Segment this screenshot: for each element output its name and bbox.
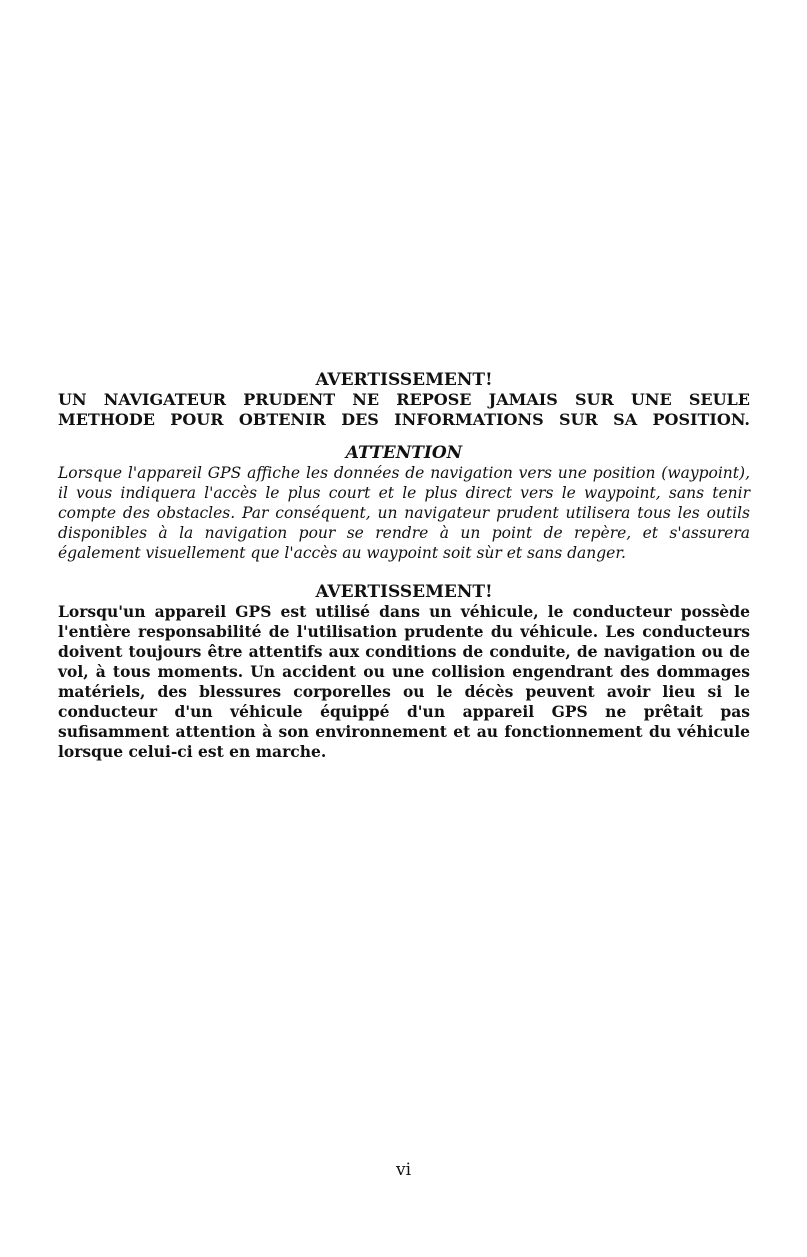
document-content <box>58 370 750 762</box>
attention-paragraph: Lorsque l'appareil GPS affiche les données de navigation vers une position (waypoint), il vous indiquera l'accès le plus court et le plus direct vers le waypoint, sans tenir compte des obstacles. Par conséquent, un navigateur prudent utilisera tous les outils disponibles à la navigation pour se rendre à un point de repère, et s'assurera également visuellement que l'accès au waypoint soit sùr et sans danger. <box>58 464 750 562</box>
warning-title-1: AVERTISSEMENT! <box>315 370 493 390</box>
page-number: vi <box>395 1160 412 1180</box>
warning-caps-line-1: UN NAVIGATEUR PRUDENT NE REPOSE JAMAIS SUR UNE SEULE <box>58 390 750 409</box>
warning-caps-text <box>58 390 750 430</box>
warning-title-2: AVERTISSEMENT! <box>315 582 493 602</box>
warning-caps-line-2: METHODE POUR OBTENIR DES INFORMATIONS SUR SA POSITION. <box>58 410 750 429</box>
warning-paragraph: Lorsqu'un appareil GPS est utilisé dans un véhicule, le conducteur possède l'entière responsabilité de l'utilisation prudente du véhicule. Les conducteurs doivent toujours être attentifs aux conditions de conduite, de navigation ou de vol, à tous moments. Un accident ou une collision engendrant des dommages matériels, des blessures corporelles ou le décès peuvent avoir lieu si le conducteur d'un véhicule équippé d'un appareil GPS ne prêtait pas sufisamment attention à son environnement et au fonctionnement du véhicule lorsque celui-ci est en marche. <box>58 602 750 761</box>
attention-title: ATTENTION <box>345 443 463 463</box>
